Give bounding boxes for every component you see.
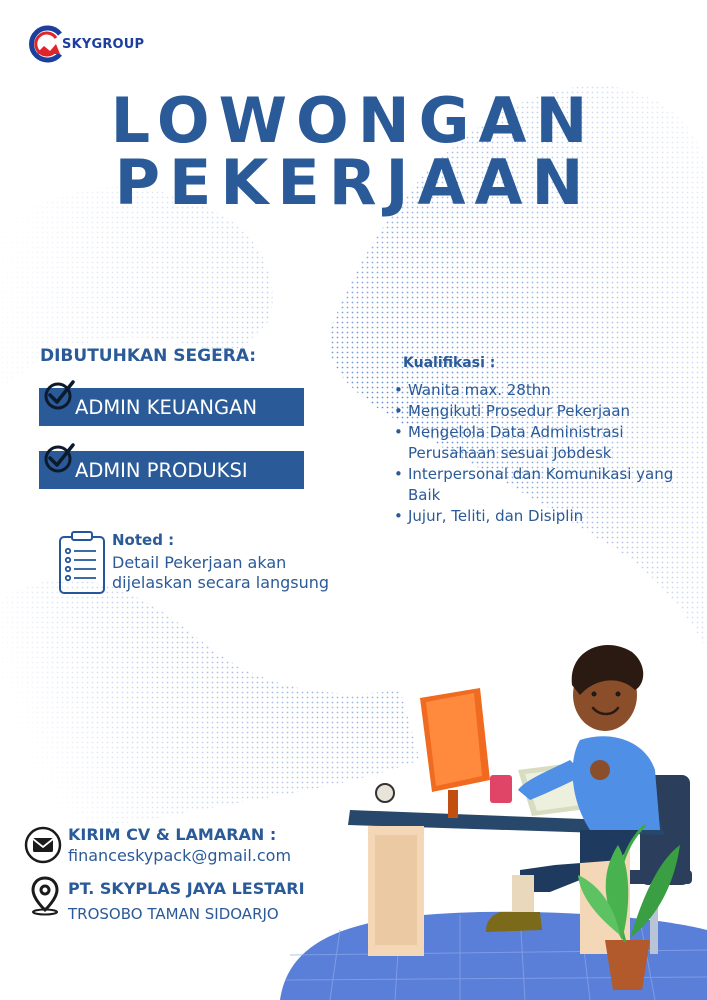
headline-line1: LOWONGAN xyxy=(110,84,597,157)
company-name: PT. SKYPLAS JAYA LESTARI xyxy=(68,879,305,898)
location-pin-icon xyxy=(30,876,60,916)
list-item: • Jujur, Teliti, dan Disiplin xyxy=(392,506,692,527)
headline-line2: PEKERJAAN xyxy=(114,146,593,219)
position-label: ADMIN KEUANGAN xyxy=(75,395,258,419)
worker-illustration xyxy=(250,630,707,1000)
qualifications-list xyxy=(392,380,692,527)
note-title: Noted : xyxy=(112,531,175,549)
list-item: • Mengikuti Prosedur Pekerjaan xyxy=(392,401,692,422)
company-address: TROSOBO TAMAN SIDOARJO xyxy=(68,905,279,923)
position-admin-keuangan xyxy=(39,388,304,426)
note-line2: dijelaskan secara langsung xyxy=(112,573,330,592)
list-item: • Mengelola Data Administrasi Perusahaan sesuai Jobdesk xyxy=(392,422,692,464)
position-label: ADMIN PRODUKSI xyxy=(75,458,248,482)
checkmark-icon xyxy=(42,378,76,412)
brand-name: SKYGROUP xyxy=(62,36,145,52)
brand-logo xyxy=(26,24,144,64)
list-item: • Wanita max. 28thn xyxy=(392,380,692,401)
skygroup-logo-icon xyxy=(26,24,66,64)
clipboard-icon xyxy=(58,531,106,595)
qualifications-title: Kualifikasi : xyxy=(403,355,496,371)
mail-icon xyxy=(24,826,62,864)
note-text xyxy=(112,553,372,593)
list-item: • Interpersonal dan Komunikasi yang Baik xyxy=(392,464,692,506)
note-line1: Detail Pekerjaan akan xyxy=(112,553,287,572)
send-cv-title: KIRIM CV & LAMARAN : xyxy=(68,825,277,844)
position-admin-produksi xyxy=(39,451,304,489)
contact-email[interactable]: financeskypack@gmail.com xyxy=(68,846,292,865)
checkmark-icon xyxy=(42,441,76,475)
openings-heading: DIBUTUHKAN SEGERA: xyxy=(40,346,257,366)
